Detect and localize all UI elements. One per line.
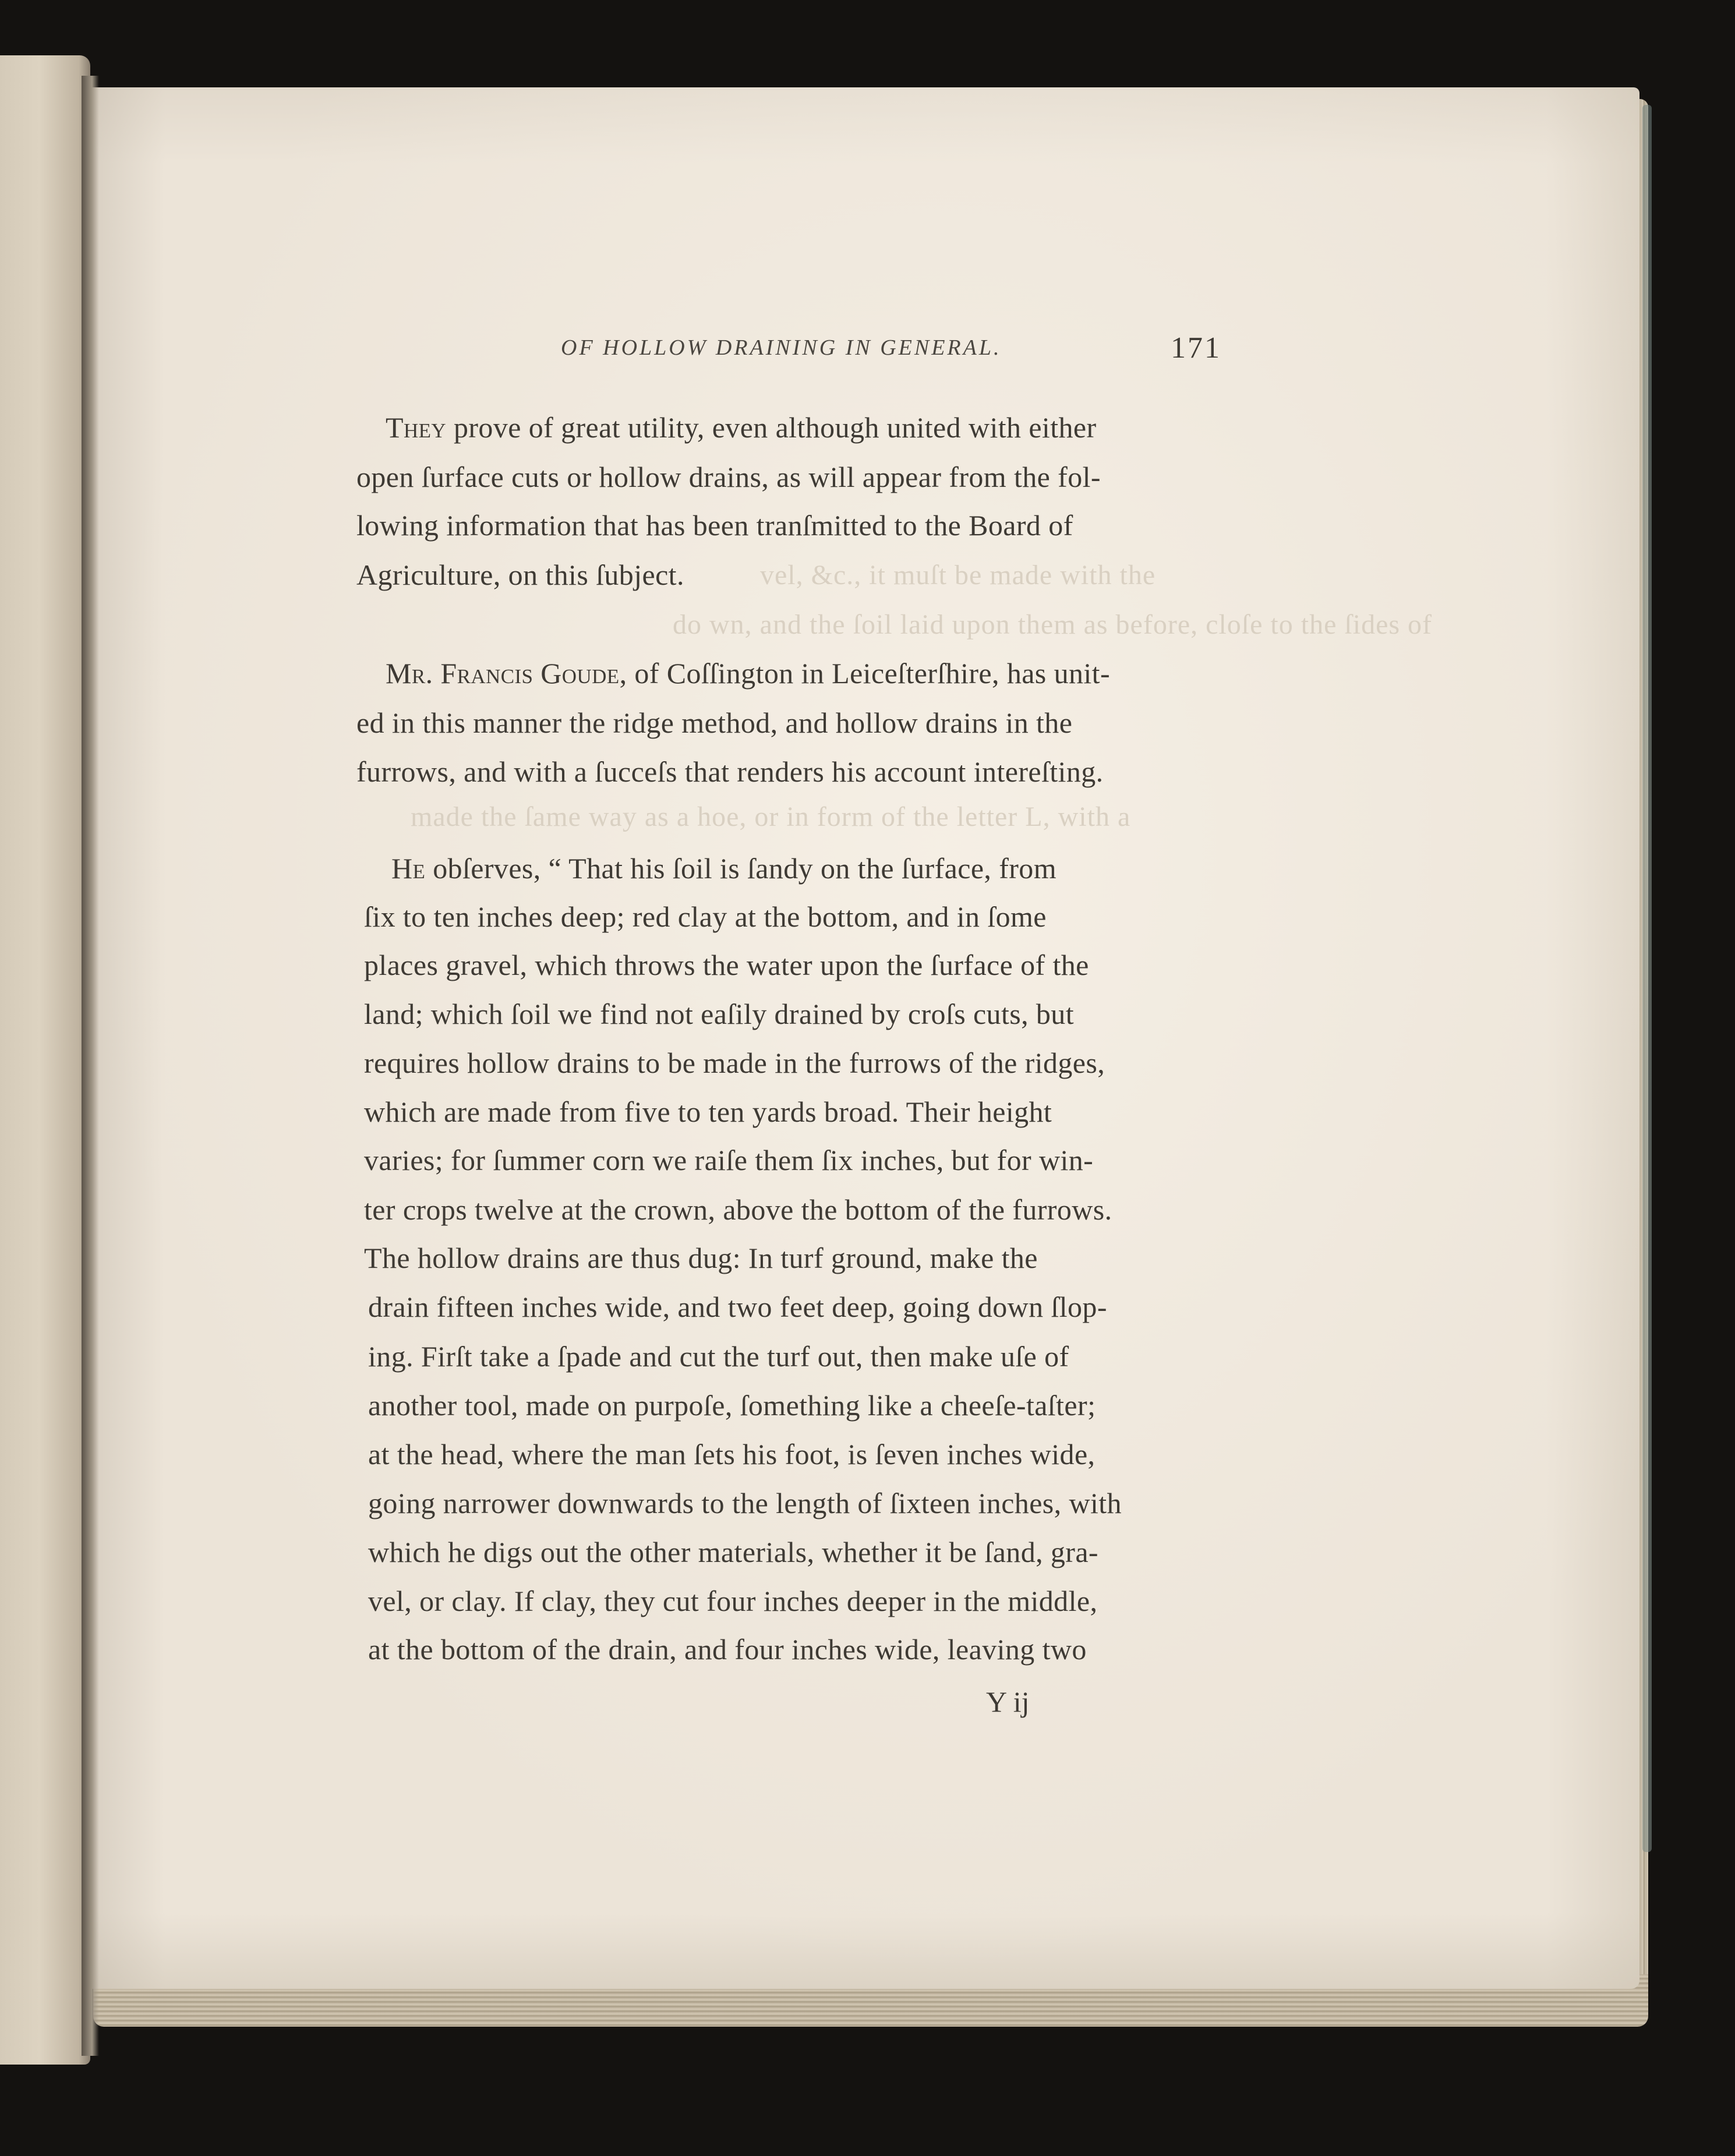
- show-through-line: vel, &c., it muſt be made with the: [760, 560, 1156, 591]
- text-line: ing. Firſt take a ſpade and cut the turf out, then make uſe of: [368, 1340, 1069, 1373]
- page-edge-discoloration: [1642, 105, 1652, 1852]
- text-line: which are made from five to ten yards broad. Their height: [364, 1095, 1052, 1128]
- running-head: OF HOLLOW DRAINING IN GENERAL.: [561, 335, 1002, 360]
- text-line: another tool, made on purpoſe, ſomething like a cheeſe-taſter;: [368, 1389, 1096, 1422]
- text-line: going narrower downwards to the length of ſixteen inches, with: [368, 1487, 1122, 1519]
- text-line: varies; for ſummer corn we raiſe them ſix inches, but for win-: [364, 1144, 1094, 1176]
- small-caps-lead: Mr. Francis Goude: [386, 657, 620, 690]
- text-line: ter crops twelve at the crown, above the bottom of the furrows.: [364, 1193, 1112, 1226]
- show-through-line: made the ſame way as a hoe, or in form of the letter L, with a: [411, 801, 1131, 832]
- text-line: The hollow drains are thus dug: In turf ground, make the: [364, 1242, 1038, 1274]
- text-line: open ſurface cuts or hollow drains, as will appear from the fol-: [356, 461, 1101, 493]
- text-line: vel, or clay. If clay, they cut four inches deeper in the middle,: [368, 1585, 1098, 1617]
- small-caps-lead: He: [391, 852, 426, 885]
- book-page: [87, 87, 1639, 1989]
- text-line: furrows, and with a ſucceſs that renders his account intereſting.: [356, 755, 1104, 788]
- text-line: places gravel, which throws the water upon the ſurface of the: [364, 949, 1089, 981]
- text-line: He obſerves, “ That his ſoil is ſandy on the ſurface, from: [391, 852, 1057, 885]
- signature-mark: Y ij: [986, 1685, 1030, 1718]
- text-line: at the bottom of the drain, and four inches wide, leaving two: [368, 1633, 1087, 1666]
- text-line: Agriculture, on this ſubject.: [356, 559, 684, 591]
- facing-page-edge: [0, 55, 90, 2065]
- show-through-line: do wn, and the ſoil laid upon them as before, cloſe to the ſides of: [673, 609, 1433, 640]
- text-line: ed in this manner the ridge method, and hollow drains in the: [356, 706, 1073, 739]
- text-line: lowing information that has been tranſmitted to the Board of: [356, 509, 1073, 542]
- text-line: which he digs out the other materials, whether it be ſand, gra-: [368, 1536, 1098, 1568]
- book-gutter: [82, 76, 99, 2056]
- text-line: land; which ſoil we find not eaſily drained by croſs cuts, but: [364, 998, 1074, 1030]
- text-line: drain fifteen inches wide, and two feet deep, going down ſlop-: [368, 1291, 1107, 1323]
- text-line: Mr. Francis Goude, of Coſſington in Leiceſterſhire, has unit-: [386, 657, 1110, 690]
- small-caps-lead: They: [386, 411, 447, 444]
- text-line: ſix to ten inches deep; red clay at the bottom, and in ſome: [364, 900, 1047, 933]
- text-line: They prove of great utility, even although united with either: [386, 411, 1097, 444]
- text-line: at the head, where the man ſets his foot, is ſeven inches wide,: [368, 1438, 1096, 1471]
- text-line: requires hollow drains to be made in the furrows of the ridges,: [364, 1047, 1105, 1079]
- page-number: 171: [1171, 331, 1221, 365]
